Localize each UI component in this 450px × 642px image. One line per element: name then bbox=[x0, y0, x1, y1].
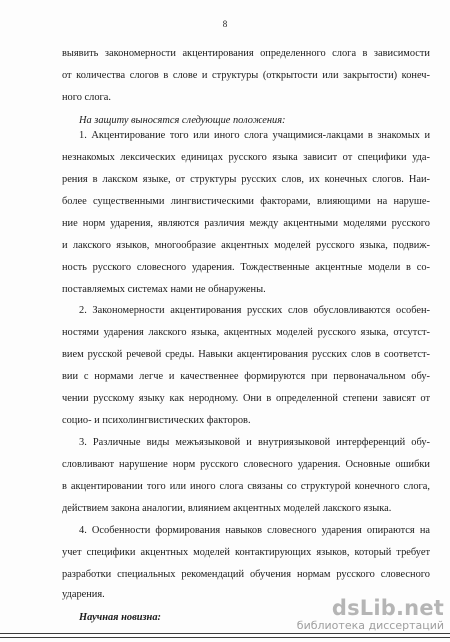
page-number: 8 bbox=[222, 19, 228, 29]
text-line: 4. Особенности формирования навыков словесного ударения опираются на bbox=[79, 525, 430, 536]
text-line: вии с нормами легче и качественнее формируются при первоначальном обу- bbox=[62, 371, 430, 382]
text-line: незнакомых лексических единицах русского языка зависит от специфики уда- bbox=[62, 152, 430, 163]
section-heading: Научная новизна: bbox=[79, 612, 161, 623]
text-line: выявить закономерности акцентирования определенного слога в зависимости bbox=[62, 48, 430, 59]
text-line: словливают нарушение норм русского словесного ударения. Основные ошибки bbox=[62, 459, 430, 470]
text-line: ного слога. bbox=[62, 92, 112, 103]
text-line: действием закона аналогии, влиянием акцентных моделей лакского языка. bbox=[62, 503, 392, 514]
bottom-rule bbox=[0, 637, 450, 638]
text-line: поставляемых системах нами не обнаружены. bbox=[62, 284, 266, 295]
text-line: рения в лакском языке, от структуры русских слов, их конечных слогов. Наи- bbox=[62, 174, 430, 185]
text-line: в акцентировании того или иного слога связаны со структурой конечного слога, bbox=[62, 481, 430, 492]
site-watermark bbox=[296, 596, 444, 633]
text-line: более существенными лингвистическими факторами, влияющими на наруше- bbox=[62, 196, 430, 207]
text-line: ностями ударения лакского языка, акцентных моделей русского языка, отсутст- bbox=[62, 327, 430, 338]
text-line: 3. Различные виды межъязыковой и внутриязыковой интерференций обу- bbox=[79, 437, 430, 448]
text-line: чении русскому языку как неродному. Они в определенной степени зависят от bbox=[62, 393, 430, 404]
text-line: разработки специальных рекомендаций обучения нормам русского словесного bbox=[62, 569, 430, 580]
text-line: учет специфики акцентных моделей контактирующих языков, который требует bbox=[62, 547, 430, 558]
text-line: и лакского языков, многообразие акцентных моделей русского языка, подвиж- bbox=[62, 240, 430, 251]
text-line: ность русского словесного ударения. Тождественные акцентные модели в со- bbox=[62, 262, 430, 273]
text-line: от количества слогов в слове и структуры (открытости или закрытости) конеч- bbox=[62, 70, 430, 81]
section-intro-line: На защиту выносятся следующие положения: bbox=[79, 115, 286, 126]
watermark-logo: dsLib.net bbox=[331, 596, 444, 620]
text-line: ударения. bbox=[62, 589, 105, 600]
text-line: вием русской речевой среды. Навыки акцентирования русских слов в соответст- bbox=[62, 349, 430, 360]
watermark-tagline: библиотека диссертаций bbox=[296, 619, 444, 632]
text-line: 1. Акцентирование того или иного слога учащимися-лакцами в знакомых и bbox=[79, 130, 430, 141]
bottom-rule bbox=[0, 633, 450, 634]
text-line: ние норм ударения, являются различия между акцентными моделями русского bbox=[62, 218, 430, 229]
text-line: социо- и психолингвистических факторов. bbox=[62, 415, 251, 426]
text-line: 2. Закономерности акцентирования русских слов обусловливаются особен- bbox=[79, 305, 430, 316]
